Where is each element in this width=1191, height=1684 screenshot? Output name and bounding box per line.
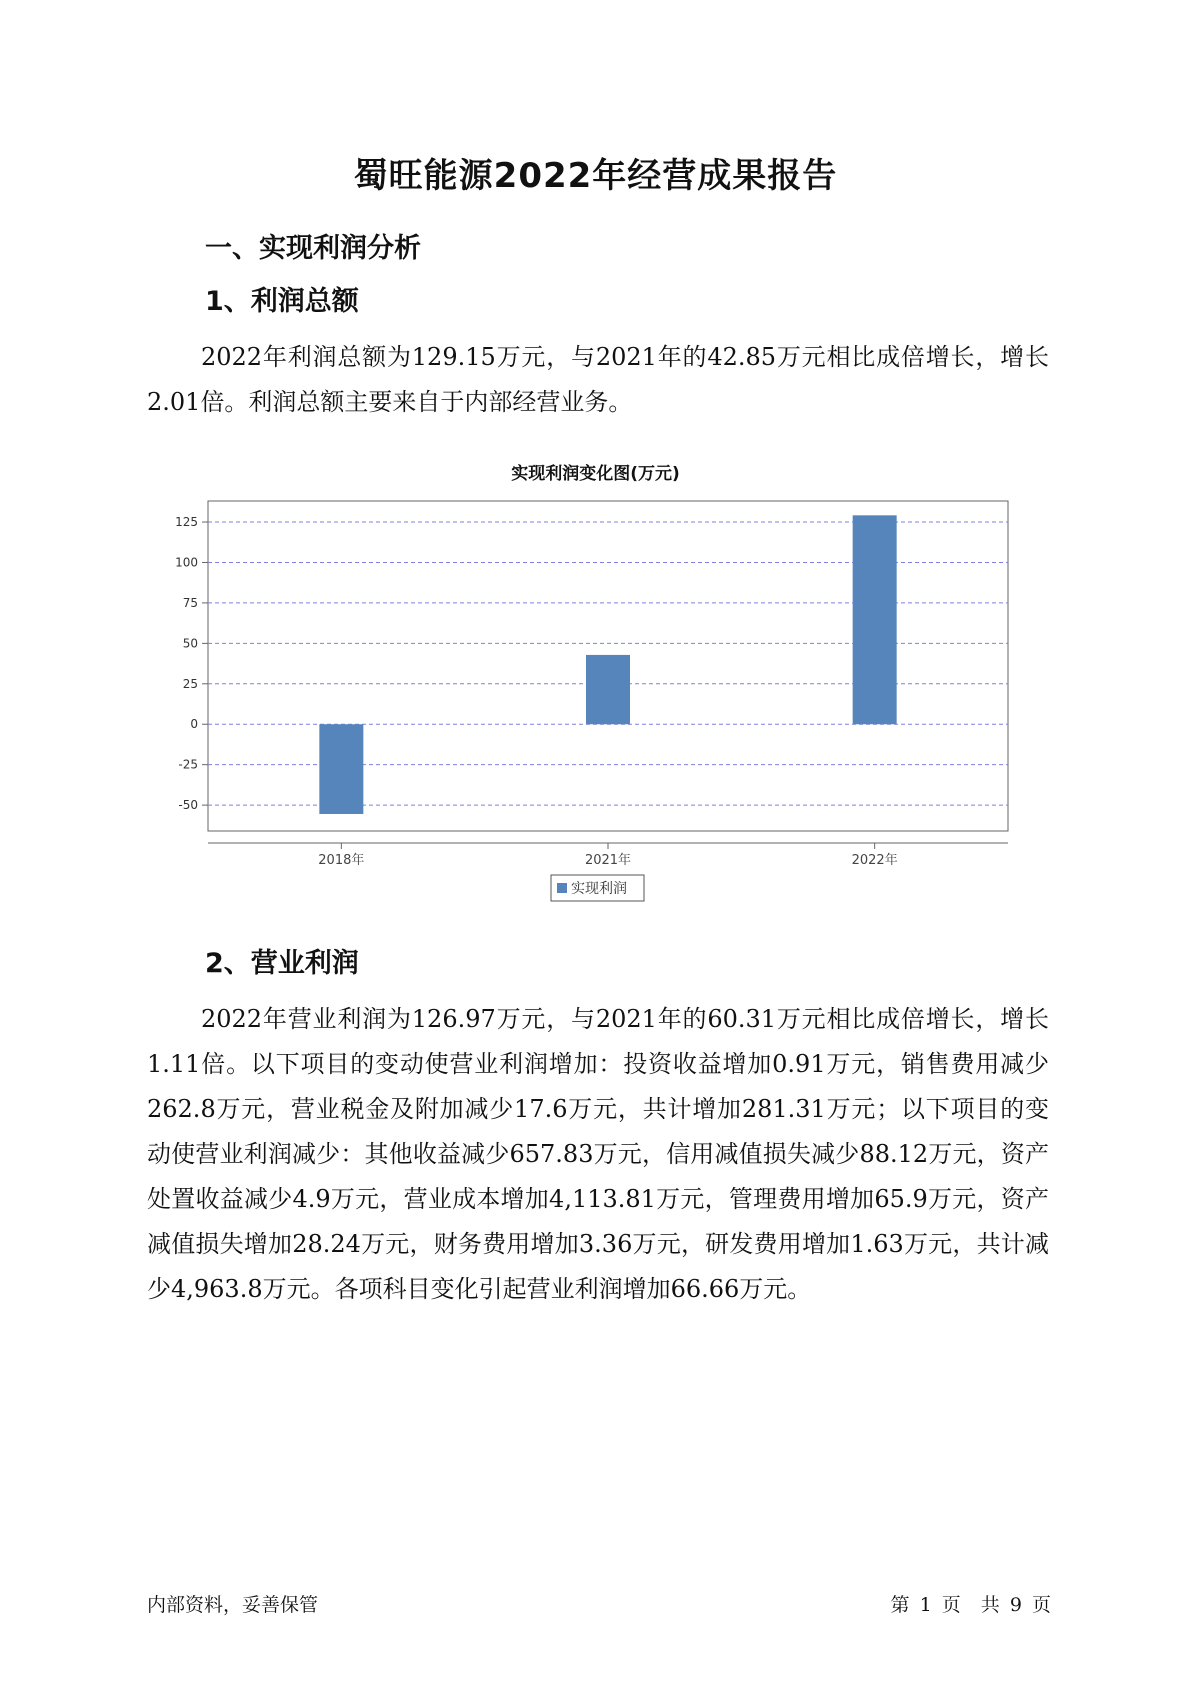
footer-confidential-note: 内部资料，妥善保管 — [147, 1594, 319, 1616]
chart-title: 实现利润变化图(万元) — [511, 464, 680, 484]
y-tick-label: 25 — [182, 676, 198, 691]
y-tick-label: -25 — [178, 757, 198, 772]
paragraph-total-profit: 2022年利润总额为129.15万元，与2021年的42.85万元相比成倍增长，增长2.01倍。利润总额主要来自于内部经营业务。 — [147, 343, 1049, 416]
subheading-total-profit: 1、利润总额 — [205, 286, 359, 317]
bars — [319, 515, 896, 814]
page-title: 蜀旺能源2022年经营成果报告 — [353, 156, 838, 196]
legend-swatch — [557, 883, 567, 893]
y-tick-label: 50 — [182, 636, 198, 651]
x-tick-label: 2022年 — [851, 853, 898, 868]
y-tick-label: 125 — [175, 515, 198, 530]
bar — [586, 655, 630, 724]
y-tick-label: 100 — [175, 555, 198, 570]
x-axis — [318, 843, 897, 868]
total-unit: 页 — [1031, 1594, 1051, 1616]
y-tick-label: 75 — [182, 595, 198, 610]
section-heading-profit-analysis: 一、实现利润分析 — [205, 233, 421, 264]
legend — [551, 875, 644, 901]
legend-label: 实现利润 — [571, 881, 627, 897]
total-pages: 9 — [1009, 1594, 1022, 1616]
x-tick-label: 2018年 — [318, 853, 365, 868]
bar — [319, 724, 363, 814]
y-tick-label: -50 — [178, 798, 198, 813]
y-tick-label: 0 — [190, 717, 198, 732]
total-prefix: 共 — [980, 1594, 1000, 1616]
x-tick-label: 2021年 — [584, 853, 632, 868]
page-unit: 页 — [941, 1594, 961, 1616]
page-prefix: 第 — [890, 1594, 910, 1616]
paragraph-operating-profit: 2022年营业利润为126.97万元，与2021年的60.31万元相比成倍增长，增长1.11倍。以下项目的变动使营业利润增加：投资收益增加0.91万元，销售费用减少262.8万元，营业税金及附加减少17.6万元，共计增加281.31万元；以下项目的变动使营业利润减少：其他收益减少657.83万元，信用减值损失减少88.12万元，资产处置收益减少4.9万元，营业成本增加4,113.81万元，管理费用增加65.9万元，资产减值损失增加28.24万元，财务费用增加3.36万元，研发费用增加1.63万元，共计减少4,963.8万元。各项科目变化引起营业利润增加66.66万元。 — [147, 1005, 1049, 1303]
page-number: 1 — [919, 1594, 932, 1616]
y-axis — [175, 515, 208, 812]
bar — [853, 515, 897, 724]
footer-page-info — [887, 1590, 1051, 1617]
subheading-operating-profit: 2、营业利润 — [205, 948, 359, 979]
